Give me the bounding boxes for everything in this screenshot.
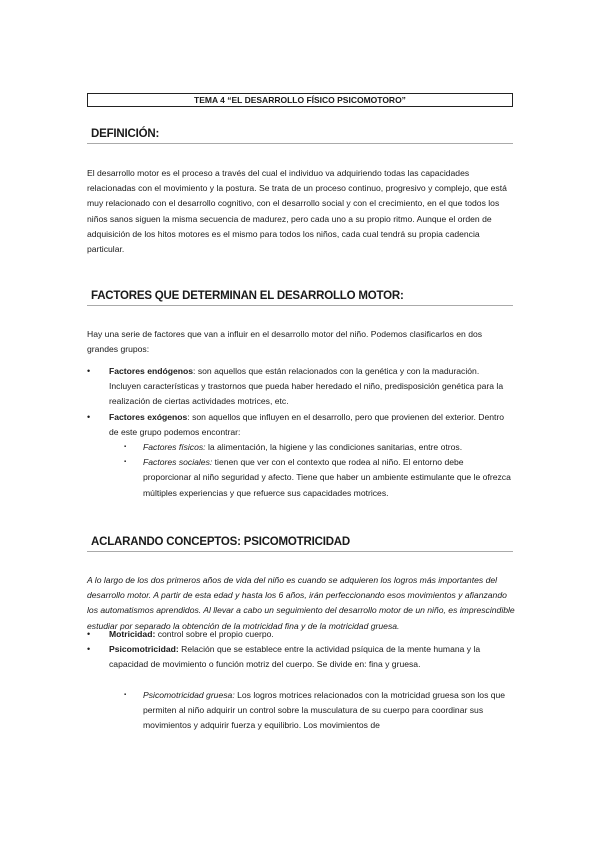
- sublist-item: [124, 688, 513, 734]
- heading-definicion: [87, 128, 513, 140]
- square-bullet-icon: ▪: [124, 459, 127, 466]
- sublist-item: [124, 440, 513, 455]
- list-item-term: Motricidad:: [109, 629, 156, 639]
- sublist-item-text: Los logros motrices relacionados con la motricidad gruesa son los que permiten al niño adquirir un control sobre la musculatura de su cuerpo para coordinar sus movimientos y adquirir fuerza y equilibrio. Los movimientos de: [143, 690, 506, 731]
- bullet-icon: •: [87, 644, 91, 655]
- list-item-text: : son aquellos que influyen en el desarrollo, pero que provienen del exterior. Dentro de este grupo podemos encontrar:: [109, 411, 505, 437]
- bullet-icon: •: [87, 629, 91, 639]
- sublist-item-term: Factores físicos:: [143, 442, 206, 452]
- list-item-term: Factores exógenos: [109, 411, 188, 422]
- sublist-item-term: Factores sociales:: [143, 457, 213, 468]
- heading-definicion-text: DEFINICIÓN:: [91, 128, 160, 140]
- heading-factores-text: FACTORES QUE DETERMINAN EL DESARROLLO MOTOR:: [91, 290, 404, 302]
- factores-intro: Hay una serie de factores que van a influir en el desarrollo motor del niño. Podemos clasificarlos en dos grandes grupos:: [87, 329, 483, 355]
- list-item-text: control sobre el propio cuerpo.: [155, 629, 274, 639]
- list-item-term: Factores endógenos: [109, 366, 194, 376]
- sublist-item-text: tienen que ver con el contexto que rodea al niño. El entorno debe proporcionar al niño seguridad y afecto. Tiene que haber un ambiente estimulante que le ofrezca múltiples experiencias y que refuerce sus capacidades motrices.: [143, 457, 511, 498]
- heading-rule: [87, 551, 513, 552]
- definicion-paragraph: El desarrollo motor es el proceso a través del cual el individuo va adquiriendo todas las capacidades relacionadas con el movimiento y la postura. Se trata de un proceso continuo, progresivo y complejo, que está muy relacionado con el desarrollo cognitivo, con el desarrollo social y con el crecimiento, en el que todos los niños sanos siguen la misma secuencia de madurez, pero cada uno a su propio ritmo. Aunque el orden de adquisición de los hitos motores es el mismo para todos los niños, cada cual tendrá su propia cadencia particular.: [87, 168, 507, 255]
- document-title: TEMA 4 “EL DESARROLLO FÍSICO PSICOMOTORO”: [87, 93, 513, 107]
- bullet-icon: •: [87, 366, 91, 376]
- list-item: [87, 642, 513, 672]
- sublist-item-term: Psicomotricidad gruesa:: [143, 690, 235, 700]
- heading-rule: [87, 305, 513, 306]
- list-item-text: Relación que se establece entre la actividad psíquica de la mente humana y la capacidad de movimiento o función motriz del cuerpo. Se divide en: fina y gruesa.: [109, 644, 481, 670]
- heading-factores: [87, 290, 513, 302]
- conceptos-list: [87, 627, 513, 673]
- heading-conceptos: [87, 536, 513, 548]
- square-bullet-icon: ▪: [124, 444, 127, 450]
- heading-conceptos-text: ACLARANDO CONCEPTOS: PSICOMOTRICIDAD: [91, 536, 351, 548]
- list-item-term: Psicomotricidad:: [109, 644, 179, 655]
- sublist-item: [124, 455, 513, 501]
- factores-list: [87, 364, 513, 440]
- list-item-text: : son aquellos que están relacionados con la genética y con la maduración. Incluyen características y trastornos que pueda haber heredado el niño, predisposición genética para la realización de ciertas actividades motrices, etc.: [109, 366, 504, 407]
- heading-rule: [87, 143, 513, 144]
- bullet-icon: •: [87, 411, 91, 422]
- list-item: [87, 627, 513, 642]
- factores-sublist: [124, 440, 513, 501]
- conceptos-intro: A lo largo de los dos primeros años de vida del niño es cuando se adquieren los logros más importantes del desarrollo motor. A partir de esta edad y hasta los 6 años, irán perfeccionando esos movimientos y afianzando los automatismos aprendidos. Al llevar a cabo un seguimiento del desarrollo motor de un niño, es imprescindible estudiar por separado la obtención de la motricidad fina y de la motricidad gruesa.: [87, 575, 515, 631]
- conceptos-sublist: [124, 688, 513, 734]
- square-bullet-icon: ▪: [124, 692, 127, 698]
- sublist-item-text: la alimentación, la higiene y las condiciones sanitarias, entre otros.: [205, 442, 463, 452]
- list-item: [87, 364, 513, 410]
- list-item: [87, 410, 513, 440]
